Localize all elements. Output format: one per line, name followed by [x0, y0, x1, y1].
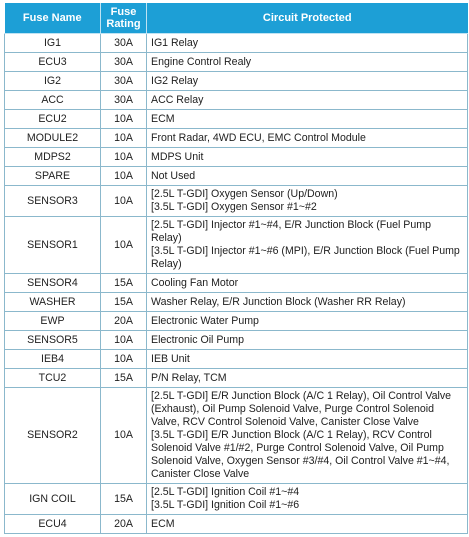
circuit-protected-cell [147, 91, 468, 110]
circuit-protected-cell [147, 274, 468, 293]
table-row [5, 167, 468, 186]
circuit-text: Front Radar, 4WD ECU, EMC Control Module [151, 131, 366, 144]
fuse-rating-cell: 10A [101, 129, 147, 148]
fuse-rating-cell: 10A [101, 388, 147, 484]
fuse-name-cell: IG2 [5, 72, 101, 91]
table-body [5, 34, 468, 534]
circuit-text: MDPS Unit [151, 150, 204, 163]
fuse-name-cell: IEB4 [5, 350, 101, 369]
circuit-protected-cell [147, 369, 468, 388]
header-circuit-protected: Circuit Protected [147, 3, 468, 34]
circuit-protected-cell [147, 331, 468, 350]
table-row [5, 331, 468, 350]
circuit-text: IG1 Relay [151, 36, 199, 49]
fuse-name-cell: ECU2 [5, 110, 101, 129]
table-row [5, 129, 468, 148]
circuit-text: Electronic Oil Pump [151, 333, 245, 346]
fuse-rating-cell: 30A [101, 91, 147, 110]
circuit-text: Washer Relay, E/R Junction Block (Washer RR Relay) [151, 295, 406, 308]
circuit-text: Not Used [151, 169, 196, 182]
fuse-name-cell: ECU3 [5, 53, 101, 72]
circuit-protected-cell [147, 293, 468, 312]
circuit-text: [3.5L T-GDI] Ignition Coil #1~#6 [151, 499, 300, 511]
fuse-rating-cell: 10A [101, 186, 147, 217]
fuse-rating-cell: 15A [101, 274, 147, 293]
fuse-name-cell: TCU2 [5, 369, 101, 388]
circuit-protected-cell [147, 34, 468, 53]
fuse-name-cell: ECU4 [5, 515, 101, 534]
fuse-rating-cell: 15A [101, 484, 147, 515]
circuit-protected-cell [147, 110, 468, 129]
fuse-rating-cell: 10A [101, 350, 147, 369]
fuse-rating-cell: 10A [101, 331, 147, 350]
circuit-text: IEB Unit [151, 352, 190, 365]
circuit-text: ECM [151, 517, 175, 530]
circuit-text: P/N Relay, TCM [151, 371, 227, 384]
circuit-protected-cell [147, 167, 468, 186]
circuit-text: [2.5L T-GDI] Injector #1~#4, E/R Junction Block (Fuel Pump Relay) [151, 219, 431, 244]
circuit-protected-cell [147, 312, 468, 331]
fuse-rating-cell: 30A [101, 72, 147, 91]
table-row [5, 350, 468, 369]
fuse-rating-cell: 20A [101, 312, 147, 331]
circuit-text: Electronic Water Pump [151, 314, 259, 327]
table-row [5, 217, 468, 274]
circuit-text: [2.5L T-GDI] Oxygen Sensor (Up/Down) [151, 188, 338, 200]
fuse-rating-cell: 15A [101, 293, 147, 312]
circuit-protected-cell [147, 350, 468, 369]
fuse-name-cell: ACC [5, 91, 101, 110]
fuse-name-cell: SENSOR4 [5, 274, 101, 293]
header-fuse-rating [101, 3, 147, 34]
fuse-name-cell: MODULE2 [5, 129, 101, 148]
circuit-protected-cell [147, 186, 468, 217]
circuit-protected-cell [147, 53, 468, 72]
table-row [5, 274, 468, 293]
circuit-protected-cell [147, 217, 468, 274]
header-row [5, 3, 468, 34]
circuit-text: [3.5L T-GDI] Oxygen Sensor #1~#2 [151, 201, 317, 213]
fuse-name-cell: SENSOR3 [5, 186, 101, 217]
circuit-text: Cooling Fan Motor [151, 276, 239, 289]
table-row [5, 515, 468, 534]
circuit-text: ECM [151, 112, 175, 125]
fuse-rating-cell: 10A [101, 148, 147, 167]
circuit-protected-cell [147, 388, 468, 484]
circuit-protected-cell [147, 515, 468, 534]
fuse-rating-cell: 15A [101, 369, 147, 388]
fuse-name-cell: SPARE [5, 167, 101, 186]
table-row [5, 369, 468, 388]
circuit-text: [3.5L T-GDI] Injector #1~#6 (MPI), E/R Junction Block (Fuel Pump Relay) [151, 245, 460, 270]
circuit-text: [3.5L T-GDI] E/R Junction Block (A/C 1 Relay), RCV Control Solenoid Valve #1/#2, Purge Control Solenoid Valve, Oil Pump Solenoid Valve, Oxygen Sensor #3/#4, Oil Control Valve #1~#4, Canister Close Valve [151, 429, 450, 480]
fuse-table [4, 3, 468, 534]
table-row [5, 388, 468, 484]
circuit-text: [2.5L T-GDI] Ignition Coil #1~#4 [151, 486, 300, 498]
table-row [5, 34, 468, 53]
table-row [5, 484, 468, 515]
fuse-name-cell: SENSOR1 [5, 217, 101, 274]
circuit-text: Engine Control Realy [151, 55, 252, 68]
table-row [5, 72, 468, 91]
circuit-text: ACC Relay [151, 93, 204, 106]
circuit-protected-cell [147, 72, 468, 91]
fuse-name-cell: SENSOR2 [5, 388, 101, 484]
fuse-name-cell: IGN COIL [5, 484, 101, 515]
fuse-name-cell: IG1 [5, 34, 101, 53]
table-row [5, 91, 468, 110]
circuit-protected-cell [147, 148, 468, 167]
fuse-name-cell: MDPS2 [5, 148, 101, 167]
header-fuse-rating-line1: Fuse [110, 6, 137, 18]
table-row [5, 110, 468, 129]
fuse-name-cell: WASHER [5, 293, 101, 312]
header-fuse-name: Fuse Name [5, 3, 101, 34]
circuit-protected-cell [147, 129, 468, 148]
fuse-rating-cell: 30A [101, 34, 147, 53]
fuse-rating-cell: 10A [101, 217, 147, 274]
fuse-rating-cell: 30A [101, 53, 147, 72]
table-row [5, 293, 468, 312]
fuse-name-cell: SENSOR5 [5, 331, 101, 350]
header-fuse-rating-line2: Rating [106, 18, 141, 30]
circuit-text: [2.5L T-GDI] E/R Junction Block (A/C 1 Relay), Oil Control Valve (Exhaust), Oil Pump Solenoid Valve, Purge Control Solenoid Valve, RCV Control Solenoid Valve, Canister Close Valve [151, 390, 452, 428]
fuse-rating-cell: 10A [101, 167, 147, 186]
table-row [5, 186, 468, 217]
table-row [5, 312, 468, 331]
fuse-rating-cell: 20A [101, 515, 147, 534]
fuse-name-cell: EWP [5, 312, 101, 331]
table-row [5, 148, 468, 167]
circuit-text: IG2 Relay [151, 74, 199, 87]
fuse-rating-cell: 10A [101, 110, 147, 129]
table-row [5, 53, 468, 72]
circuit-protected-cell [147, 484, 468, 515]
table-header [5, 3, 468, 34]
